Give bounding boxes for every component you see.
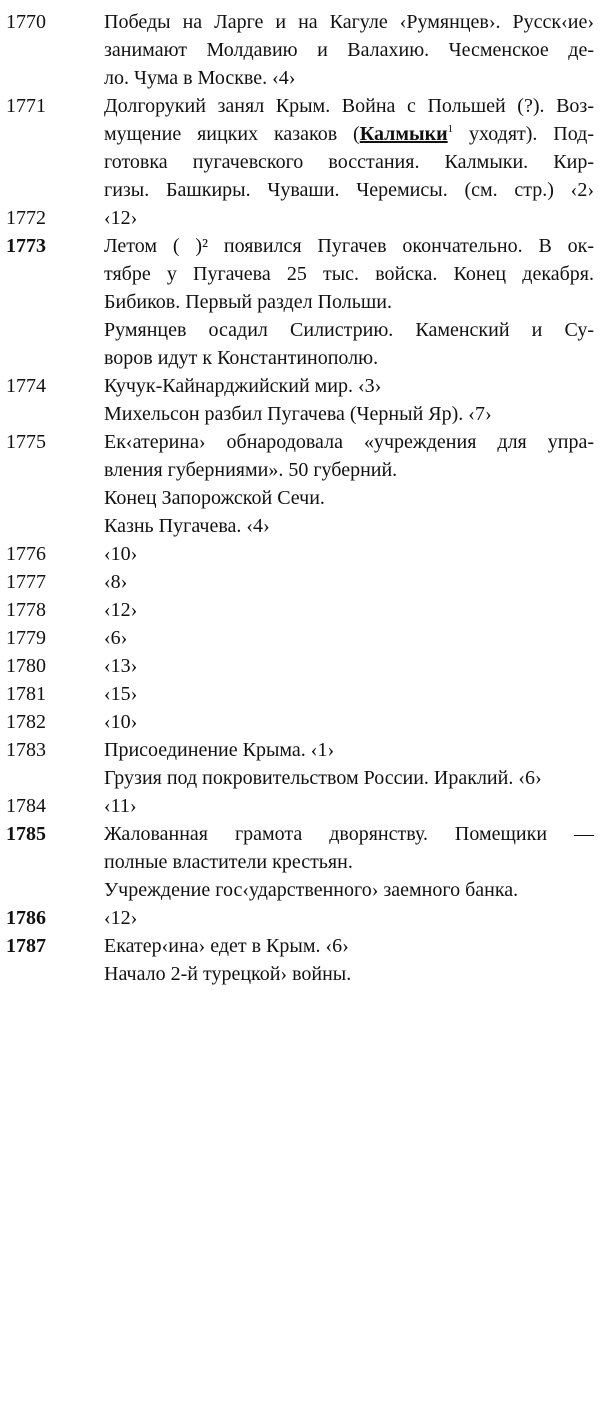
text-line: ‹6› [104, 627, 128, 649]
entry-text [104, 820, 594, 904]
entry-text [104, 92, 594, 204]
entry-text [104, 568, 594, 596]
text-line: Летом ( )² появился Пугачев окончательно. В ок- [104, 235, 594, 257]
text-line: воров идут к Константинополю. [104, 347, 379, 369]
entry-1770 [6, 8, 594, 92]
year: 1785 [6, 823, 46, 845]
entry-1786 [6, 904, 594, 932]
entry-1783 [6, 736, 594, 792]
year: 1770 [6, 11, 46, 33]
text-line: Бибиков. Первый раздел Польши. [104, 291, 392, 313]
text-line: Румянцев осадил Силистрию. Каменский и Су- [104, 319, 594, 341]
entry-text [104, 596, 594, 624]
text-line: ‹10› [104, 711, 138, 733]
year: 1787 [6, 935, 46, 957]
entry-text [104, 232, 594, 372]
entry-1782 [6, 708, 594, 736]
year: 1779 [6, 627, 46, 649]
entry-1779 [6, 624, 594, 652]
entry-text [104, 8, 594, 92]
year: 1784 [6, 795, 46, 817]
year: 1782 [6, 711, 46, 733]
entry-1772 [6, 204, 594, 232]
entry-1773 [6, 232, 594, 372]
year: 1781 [6, 683, 46, 705]
text-line: Долгорукий занял Крым. Война с Польшей (?). Воз- [104, 95, 594, 117]
text-line: вления губерниями». 50 губерний. [104, 459, 398, 481]
text-line: ‹12› [104, 907, 138, 929]
entry-1778 [6, 596, 594, 624]
text-line: ‹8› [104, 571, 128, 593]
text-line: ‹13› [104, 655, 138, 677]
text-line: Жалованная грамота дворянству. Помещики — [104, 823, 594, 845]
year: 1777 [6, 571, 46, 593]
text-line: ‹15› [104, 683, 138, 705]
chronology-table [6, 8, 594, 988]
text-line-kalmyki: мущение яицких казаков (Калмыки$^1$ уходят). Под- [104, 123, 594, 145]
text-line: Ек‹атерина› обнародовала «учреждения для упра- [104, 431, 594, 453]
year: 1773 [6, 235, 46, 257]
text-line: полные властители крестьян. [104, 851, 353, 873]
entry-text [104, 680, 594, 708]
entry-1780 [6, 652, 594, 680]
entry-text [104, 204, 594, 232]
entry-1774 [6, 372, 594, 428]
entry-text [104, 736, 594, 792]
entry-text [104, 428, 594, 540]
year: 1771 [6, 95, 46, 117]
footnote-marker: 1 [447, 123, 454, 135]
text-line: Начало 2-й турецкой› войны. [104, 963, 352, 985]
year: 1783 [6, 739, 46, 761]
text-line: ‹11› [104, 795, 137, 817]
entry-1771 [6, 92, 594, 204]
entry-1781 [6, 680, 594, 708]
text-line: Грузия под покровительством России. Ираклий. ‹6› [104, 767, 542, 789]
entry-1776 [6, 540, 594, 568]
text-line: ло. Чума в Москве. ‹4› [104, 67, 296, 89]
kalmyki-term: Калмыки [359, 123, 448, 145]
year: 1776 [6, 543, 46, 565]
text-line: ‹12› [104, 207, 138, 229]
entry-1777 [6, 568, 594, 596]
year: 1775 [6, 431, 46, 453]
text-line: Михельсон разбил Пугачева (Черный Яр). ‹7› [104, 403, 492, 425]
text-line: готовка пугачевского восстания. Калмыки. Кир- [104, 151, 594, 173]
entry-text [104, 540, 594, 568]
entry-text [104, 652, 594, 680]
text-line: Присоединение Крыма. ‹1› [104, 739, 335, 761]
text-line: Кучук-Кайнарджийский мир. ‹3› [104, 375, 382, 397]
text-line: Екатер‹ина› едет в Крым. ‹6› [104, 935, 349, 957]
text-line: гизы. Башкиры. Чуваши. Черемисы. (см. стр.) ‹2› [104, 179, 594, 201]
text-line: Казнь Пугачева. ‹4› [104, 515, 270, 537]
entry-text [104, 624, 594, 652]
entry-1787 [6, 932, 594, 988]
entry-text [104, 932, 594, 988]
entry-1784 [6, 792, 594, 820]
entry-text [104, 708, 594, 736]
entry-text [104, 372, 594, 428]
text-line: тябре у Пугачева 25 тыс. войска. Конец декабря. [104, 263, 594, 285]
text-line: Победы на Ларге и на Кагуле ‹Румянцев›. Русск‹ие› [104, 11, 594, 33]
entry-1785 [6, 820, 594, 904]
entry-1775 [6, 428, 594, 540]
year: 1786 [6, 907, 46, 929]
text-line: Конец Запорожской Сечи. [104, 487, 325, 509]
entry-text [104, 792, 594, 820]
text-line: ‹10› [104, 543, 138, 565]
text-line: ‹12› [104, 599, 138, 621]
year: 1780 [6, 655, 46, 677]
entry-text [104, 904, 594, 932]
text-line: Учреждение гос‹ударственного› заемного банка. [104, 879, 519, 901]
year: 1778 [6, 599, 46, 621]
year: 1772 [6, 207, 46, 229]
text-line: занимают Молдавию и Валахию. Чесменское де- [104, 39, 594, 61]
year: 1774 [6, 375, 46, 397]
